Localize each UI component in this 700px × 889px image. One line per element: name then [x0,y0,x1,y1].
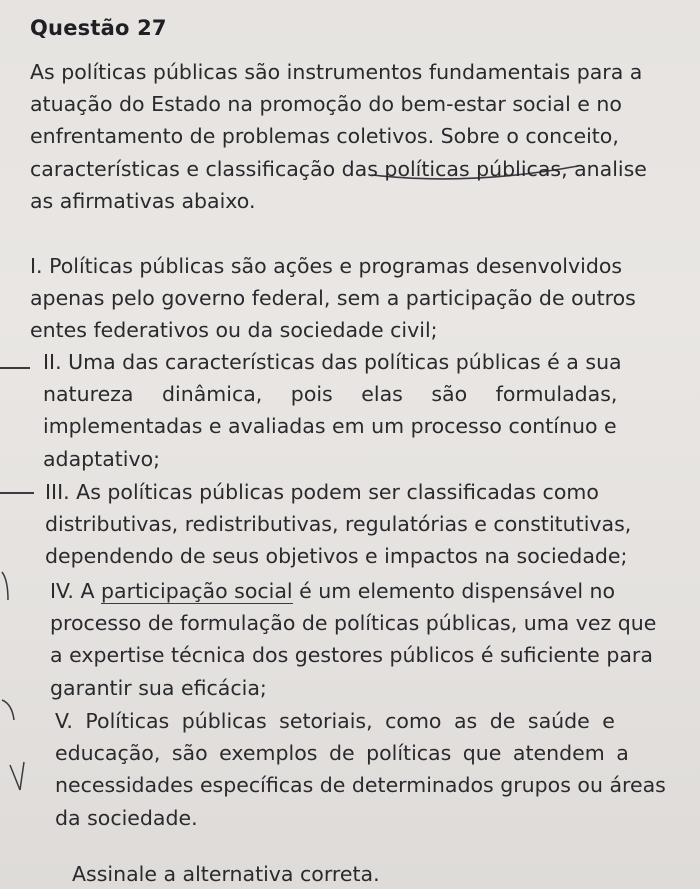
intro-line: enfrentamento de problemas coletivos. Sobre o conceito, [30,124,619,149]
statement-line: III. As políticas públicas podem ser classificadas como [45,480,599,504]
intro-line: As políticas públicas são instrumentos fundamentais para a [30,60,643,84]
statement-line: processo de formulação de políticas públicas, uma vez que [50,611,657,636]
statement-line: apenas pelo governo federal, sem a participação de outros [30,286,636,311]
intro-line: as afirmativas abaixo. [30,188,256,213]
statement-line: educação, são exemplos de políticas que atendem a [55,741,629,766]
underlined-phrase: participação social [101,579,293,603]
statement-line: entes federativos ou da sociedade civil; [30,318,438,343]
statement-line: natureza dinâmica, pois elas são formuladas, [43,382,618,407]
statement-line: implementadas e avaliadas em um processo contínuo e [43,414,617,439]
intro-line: atuação do Estado na promoção do bem-estar social e no [30,92,622,117]
statement-line: a expertise técnica dos gestores públicos é suficiente para [50,643,653,668]
statement-line: garantir sua eficácia; [50,675,267,700]
statement-line: II. Uma das características das políticas públicas é a sua [43,350,622,374]
statement-suffix: é um elemento dispensável no [292,579,616,603]
statement-line: distributivas, redistributivas, regulatórias e constitutivas, [45,512,632,537]
question-title: Questão 27 [30,16,167,40]
intro-line: características e classificação das políticas públicas, analise [30,156,647,181]
statement-line: dependendo de seus objetivos e impactos na sociedade; [45,544,628,569]
statement-prefix: IV. A [50,579,101,603]
statement-line: da sociedade. [55,805,198,830]
statement-line: V. Políticas públicas setoriais, como as de saúde e [55,709,615,733]
statement-line: I. Políticas públicas são ações e programas desenvolvidos [30,254,623,278]
statement-line: adaptativo; [43,446,161,471]
statement-line: necessidades específicas de determinados grupos ou áreas [55,773,666,798]
instruction-footer: Assinale a alternativa correta. [72,862,380,886]
